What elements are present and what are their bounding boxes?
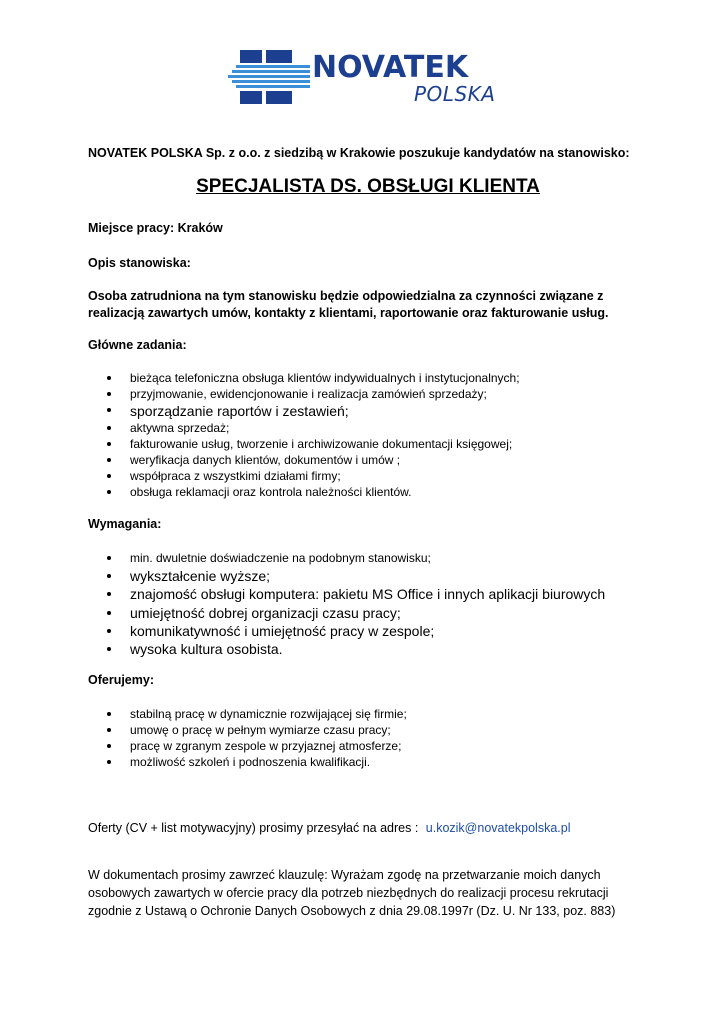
- description-heading: Opis stanowiska:: [88, 256, 191, 270]
- description-text: Osoba zatrudniona na tym stanowisku będzie odpowiedzialna za czynności związane z realizacją zawartych umów, kontakty z klientami, raportowanie oraz fakturowanie usług.: [88, 289, 609, 320]
- offers-list: [88, 706, 648, 770]
- list-item: aktywna sprzedaż;: [88, 420, 648, 436]
- logo-stripes-icon: [228, 48, 312, 108]
- list-item: przyjmowanie, ewidencjonowanie i realizacja zamówień sprzedaży;: [88, 386, 648, 402]
- requirements-heading: Wymagania:: [88, 517, 162, 531]
- list-item: wykształcenie wyższe;: [88, 567, 648, 585]
- company-logo: [228, 48, 508, 108]
- list-item: stabilną pracę w dynamicznie rozwijającej się firmie;: [88, 706, 648, 722]
- list-item: obsługa reklamacji oraz kontrola należności klientów.: [88, 484, 648, 500]
- application-text: Oferty (CV + list motywacyjny) prosimy przesyłać na adres :: [88, 821, 422, 835]
- list-item: znajomość obsługi komputera: pakietu MS Office i innych aplikacji biurowych: [88, 585, 648, 603]
- tasks-heading: Główne zadania:: [88, 338, 187, 352]
- list-item: umowę o pracę w pełnym wymiarze czasu pracy;: [88, 722, 648, 738]
- list-item: komunikatywność i umiejętność pracy w zespole;: [88, 622, 648, 640]
- list-item: sporządzanie raportów i zestawień;: [88, 402, 648, 420]
- list-item: fakturowanie usług, tworzenie i archiwizowanie dokumentacji księgowej;: [88, 436, 648, 452]
- logo-wordmark: NOVATEK: [312, 50, 469, 85]
- list-item: min. dwuletnie doświadczenie na podobnym stanowisku;: [88, 549, 648, 567]
- list-item: możliwość szkoleń i podnoszenia kwalifikacji.: [88, 754, 648, 770]
- email-link[interactable]: u.kozik@novatekpolska.pl: [425, 821, 571, 835]
- list-item: wysoka kultura osobista.: [88, 640, 648, 658]
- list-item: współpraca z wszystkimi działami firmy;: [88, 468, 648, 484]
- privacy-clause: W dokumentach prosimy zawrzeć klauzulę: Wyrażam zgodę na przetwarzanie moich danych osobowych zawartych w ofercie pracy dla potrzeb niezbędnych do realizacji procesu rekrutacji zgodnie z Ustawą o Ochronie Danych Osobowych z dnia 29.08.1997r (Dz. U. Nr 133, poz. 883): [88, 868, 616, 918]
- tasks-list: [88, 370, 648, 500]
- intro-text: NOVATEK POLSKA Sp. z o.o. z siedzibą w Krakowie poszukuje kandydatów na stanowisko:: [88, 146, 630, 160]
- offers-heading: Oferujemy:: [88, 673, 154, 687]
- work-location: Miejsce pracy: Kraków: [88, 221, 223, 235]
- job-title: SPECJALISTA DS. OBSŁUGI KLIENTA: [196, 176, 540, 197]
- list-item: pracę w zgranym zespole w przyjaznej atmosferze;: [88, 738, 648, 754]
- application-info: [88, 821, 571, 835]
- list-item: weryfikacja danych klientów, dokumentów i umów ;: [88, 452, 648, 468]
- requirements-list: [88, 549, 648, 658]
- logo-subtitle: POLSKA: [414, 82, 496, 106]
- list-item: umiejętność dobrej organizacji czasu pracy;: [88, 604, 648, 622]
- list-item: bieżąca telefoniczna obsługa klientów indywidualnych i instytucjonalnych;: [88, 370, 648, 386]
